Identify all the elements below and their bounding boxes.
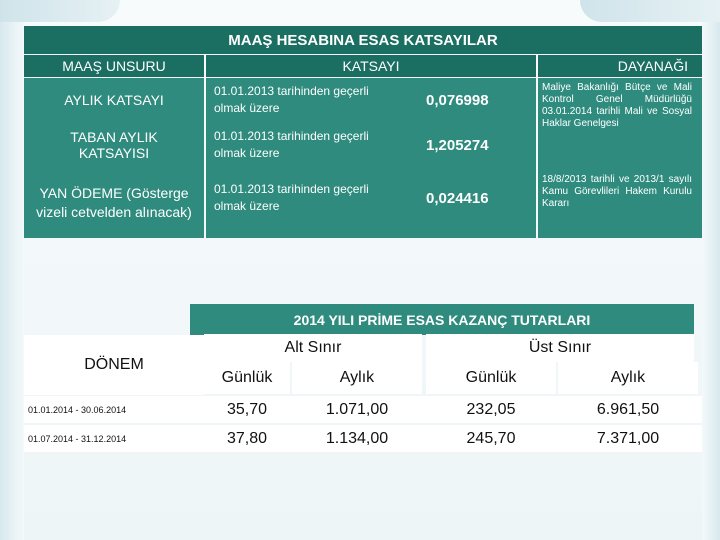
- dayanak-column: [538, 78, 702, 238]
- col-gunluk-ust: Günlük: [426, 362, 556, 394]
- slide-right-border: [702, 0, 720, 540]
- aciklama-row1: 01.01.2013 tarihinden geçerli olmak üzere: [214, 84, 369, 115]
- header-dayanagi: DAYANAĞI: [538, 55, 702, 77]
- unsuru-taban-aylik: TABAN AYLIK KATSAYISI: [70, 129, 158, 161]
- header-katsayi: KATSAYI: [206, 55, 536, 77]
- slide-corner-decoration: [580, 0, 720, 22]
- donem-cell: 01.01.2014 - 30.06.2014: [28, 404, 127, 415]
- value-cell: 245,70: [466, 429, 516, 447]
- donem-header: DÖNEM: [24, 335, 204, 395]
- donem-cell: 01.07.2014 - 31.12.2014: [28, 433, 127, 444]
- dayanak-hakem-karari: 18/8/2013 tarihli ve 2013/1 sayılı Kamu Görevlileri Hakem Kurulu Kararı: [542, 174, 692, 209]
- value-cell: 1.071,00: [325, 400, 389, 418]
- value-cell: 37,80: [226, 429, 268, 447]
- col-gunluk-alt: Günlük: [204, 362, 290, 394]
- col-aylik-ust: Aylık: [558, 362, 698, 394]
- katsayi-value-row2: 1,205274: [426, 136, 489, 154]
- header-maas-unsuru: MAAŞ UNSURU: [24, 55, 204, 77]
- unsuru-yan-odeme: YAN ÖDEME (Gösterge vizeli cetvelden alınacak): [36, 185, 192, 220]
- table1-title: MAAŞ HESABINA ESAS KATSAYILAR: [24, 26, 702, 54]
- slide-left-border: [0, 0, 24, 540]
- ust-sinir-header: Üst Sınır: [426, 334, 694, 362]
- table-row: [24, 425, 702, 452]
- salary-coefficients-table: [24, 26, 702, 238]
- value-cell: 232,05: [466, 400, 516, 418]
- katsayi-value-row1: 0,076998: [426, 91, 489, 109]
- aciklama-row2: 01.01.2013 tarihinden geçerli olmak üzere: [214, 129, 369, 160]
- dayanak-genelge: Maliye Bakanlığı Bütçe ve Mali Kontrol Genel Müdürlüğü 03.01.2014 tarihli Mali ve Sosyal Haklar Genelgesi: [542, 82, 692, 129]
- value-cell: 35,70: [226, 400, 268, 418]
- katsayi-column: [206, 78, 536, 238]
- value-cell: 6.961,50: [596, 400, 660, 418]
- value-cell: 7.371,00: [596, 429, 660, 447]
- table2-title: 2014 YILI PRİME ESAS KAZANÇ TUTARLARI: [190, 304, 694, 335]
- unsuru-column: [24, 78, 204, 238]
- slide-corner-decoration: [0, 0, 120, 22]
- col-aylik-alt: Aylık: [292, 362, 422, 394]
- table-row: [24, 396, 702, 423]
- unsuru-aylik-katsayi: AYLIK KATSAYI: [64, 92, 164, 108]
- aciklama-row3: 01.01.2013 tarihinden geçerli olmak üzere: [214, 182, 369, 213]
- alt-sinir-header: Alt Sınır: [204, 334, 422, 362]
- katsayi-value-row3: 0,024416: [426, 189, 489, 207]
- value-cell: 1.134,00: [325, 429, 389, 447]
